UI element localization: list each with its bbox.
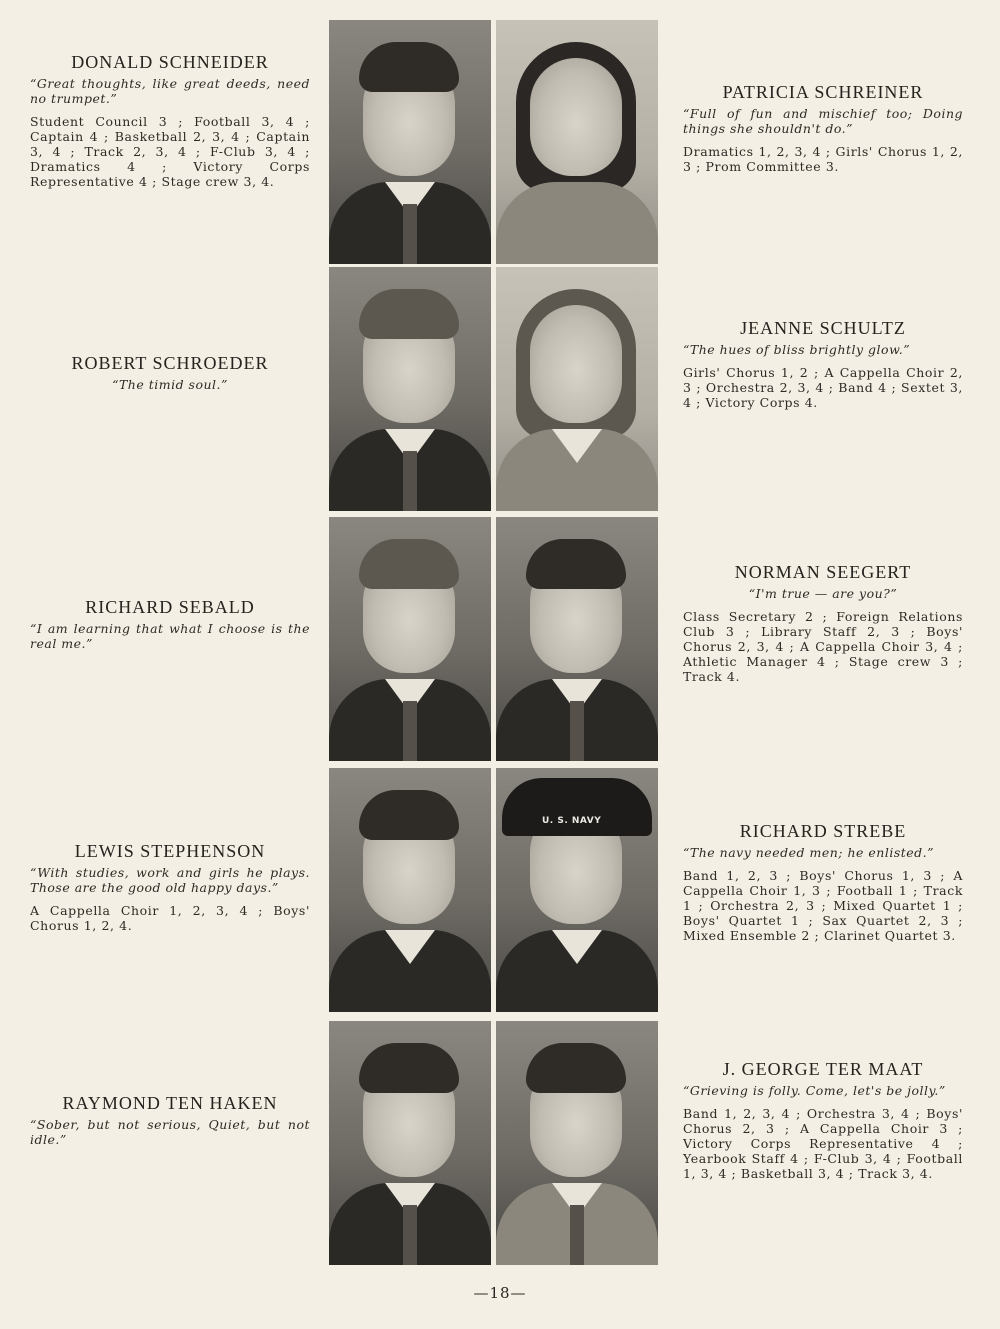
portrait-tie [403, 451, 417, 511]
student-name: JEANNE SCHULTZ [740, 318, 906, 338]
student-entry [683, 821, 963, 943]
portrait-norman-seegert [496, 517, 658, 761]
portrait-patricia-schreiner [496, 20, 658, 264]
student-activities: Dramatics 1, 2, 3, 4 ; Girls' Chorus 1, 2, 3 ; Prom Committee 3. [683, 144, 963, 174]
student-quote: “Grieving is folly. Come, let's be jolly.” [683, 1083, 946, 1098]
portrait-hair [359, 1043, 459, 1093]
student-name: RAYMOND TEN HAKEN [62, 1093, 278, 1113]
student-name: J. GEORGE TER MAAT [722, 1059, 924, 1079]
student-quote: “I'm true — are you?” [748, 586, 898, 601]
student-entry [683, 82, 963, 174]
navy-cap-text: U. S. NAVY [542, 816, 602, 826]
student-activities: Band 1, 2, 3, 4 ; Orchestra 3, 4 ; Boys' Chorus 2, 3 ; A Cappella Choir 3 ; Victory Corps Representative 4 ; Yearbook Staff 4 ; F-Club 3, 4 ; Football 1, 3, 4 ; Basketball 3, 4 ; Track 3, 4. [683, 1106, 963, 1181]
student-activities: Class Secretary 2 ; Foreign Relations Club 3 ; Library Staff 2, 3 ; Boys' Chorus 2, 3, 4 ; A Cappella Choir 3, 4 ; Athletic Manager 4 ; Stage crew 3 ; Track 4. [683, 609, 963, 684]
student-quote: “Full of fun and mischief too; Doing things she shouldn't do.” [683, 106, 963, 136]
portrait-tie [403, 701, 417, 761]
student-name: NORMAN SEEGERT [734, 562, 912, 582]
student-quote: “Great thoughts, like great deeds, need no trumpet.” [30, 76, 310, 106]
portrait-tie [403, 1205, 417, 1265]
portrait-donald-schneider [329, 20, 491, 264]
portrait-tie [570, 701, 584, 761]
portrait-face [530, 58, 622, 176]
student-quote: “Sober, but not serious, Quiet, but not idle.” [30, 1117, 310, 1147]
portrait-hair [359, 289, 459, 339]
portrait-hair [359, 42, 459, 92]
student-entry [683, 562, 963, 684]
student-name: RICHARD STREBE [739, 821, 907, 841]
portrait-tie [403, 204, 417, 264]
student-entry [30, 841, 310, 933]
portrait-hair [359, 539, 459, 589]
student-quote: “I am learning that what I choose is the real me.” [30, 621, 310, 651]
portrait-lewis-stephenson [329, 768, 491, 1012]
student-activities: Girls' Chorus 1, 2 ; A Cappella Choir 2, 3 ; Orchestra 2, 3, 4 ; Band 4 ; Sextet 3, 4 ; Victory Corps 4. [683, 365, 963, 410]
student-entry [683, 318, 963, 410]
student-entry [30, 597, 310, 651]
portrait-raymond-ten-haken [329, 1021, 491, 1265]
student-entry [30, 52, 310, 189]
student-name: PATRICIA SCHREINER [722, 82, 924, 102]
portrait-face [530, 305, 622, 423]
student-quote: “The hues of bliss brightly glow.” [683, 342, 911, 357]
student-entry [683, 1059, 963, 1181]
portrait-hair [526, 539, 626, 589]
portrait-sweater [496, 182, 658, 264]
portrait-richard-strebe [496, 768, 658, 1012]
student-quote: “The timid soul.” [112, 377, 228, 392]
student-quote: “The navy needed men; he enlisted.” [683, 845, 935, 860]
student-activities: A Cappella Choir 1, 2, 3, 4 ; Boys' Chorus 1, 2, 4. [30, 903, 310, 933]
student-quote: “With studies, work and girls he plays. Those are the good old happy days.” [30, 865, 310, 895]
navy-cap [502, 778, 652, 836]
portrait-hair [359, 790, 459, 840]
portrait-richard-sebald [329, 517, 491, 761]
portrait-tie [570, 1205, 584, 1265]
student-entry [30, 353, 310, 392]
student-name: RICHARD SEBALD [85, 597, 255, 617]
student-activities: Band 1, 2, 3 ; Boys' Chorus 1, 3 ; A Cappella Choir 1, 3 ; Football 1 ; Track 1 ; Orchestra 2, 3 ; Mixed Quartet 1 ; Boys' Quartet 1 ; Sax Quartet 2, 3 ; Mixed Ensemble 2 ; Clarinet Quartet 3. [683, 868, 963, 943]
portrait-j-george-ter-maat [496, 1021, 658, 1265]
portrait-jeanne-schultz [496, 267, 658, 511]
student-entry [30, 1093, 310, 1147]
portrait-hair [526, 1043, 626, 1093]
portrait-robert-schroeder [329, 267, 491, 511]
student-name: ROBERT SCHROEDER [71, 353, 269, 373]
student-name: DONALD SCHNEIDER [71, 52, 269, 72]
student-name: LEWIS STEPHENSON [74, 841, 266, 861]
student-activities: Student Council 3 ; Football 3, 4 ; Captain 4 ; Basketball 2, 3, 4 ; Captain 3, 4 ; Track 2, 3, 4 ; F-Club 3, 4 ; Dramatics 4 ; Victory Corps Representative 4 ; Stage crew 3, 4. [30, 114, 310, 189]
page-number: —18— [473, 1284, 527, 1302]
